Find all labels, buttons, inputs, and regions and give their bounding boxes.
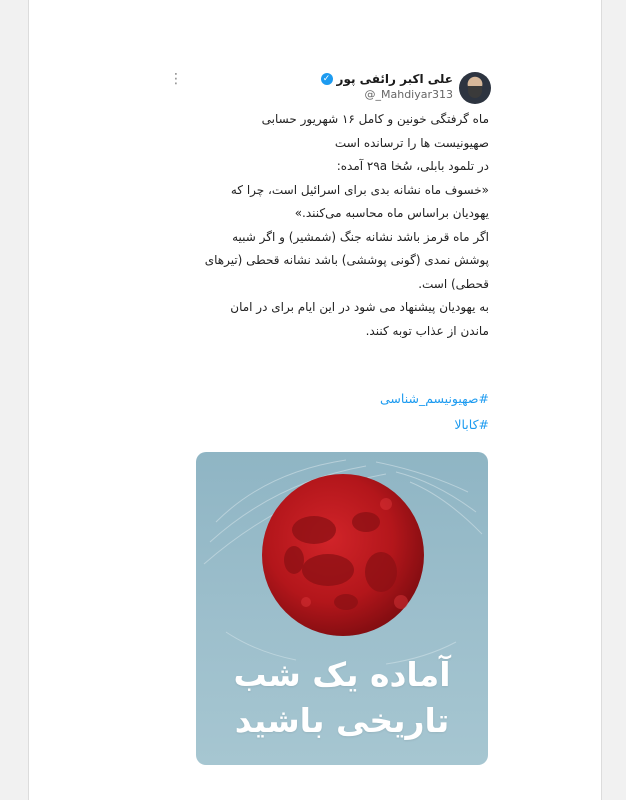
tweet-header [159,62,497,104]
tweet-line: قحطی) است. [418,276,489,291]
tweet-line: ماندن از عذاب توبه کنند. [365,323,489,338]
verified-badge-icon: ✓ [321,73,333,85]
tweet-line: صهیونیست ها را ترسانده است [334,135,489,150]
image-caption [196,652,488,744]
avatar-portrait [468,86,482,98]
avatar[interactable] [459,72,491,104]
tweet-card[interactable] [159,62,497,800]
page-background [28,0,602,800]
tweet-line: در تلمود بابلی، سُخا ۲۹a آمده: [336,159,489,173]
blood-moon-illustration [196,452,488,672]
hashtag-link[interactable]: #صهیونیسم_شناسی [380,391,489,406]
caption-line: آماده یک شب [233,655,451,694]
hashtag-link[interactable]: #کابالا [454,417,489,432]
tweet-line: به یهودیان پیشنهاد می شود در این ایام برای در امان [230,300,489,314]
hashtag-list [380,386,489,438]
tweet-line: ماه گرفتگی خونین و کامل ۱۶ شهریور حسابی [261,112,489,126]
tweet-line: «خسوف ماه نشانه بدی برای اسرائیل است، چرا که [230,182,489,197]
tweet-image[interactable] [196,452,488,765]
tweet-text [171,108,489,343]
tweet-line: اگر ماه قرمز باشد نشانه جنگ (شمشیر) و اگر شبیه [232,229,489,244]
author-name[interactable]: علی اکبر رائفی پور [336,72,453,86]
tweet-line: یهودیان براساس ماه محاسبه می‌کنند.» [294,206,489,220]
caption-line: تاریخی باشید [234,701,450,740]
author-handle[interactable]: @_Mahdiyar313 [364,88,453,101]
tweet-line: پوشش نمدی (گونی پوششی) باشد نشانه قحطی (تیرهای [204,253,489,267]
author-name-row[interactable] [321,72,453,86]
more-vertical-icon[interactable]: ⋮ [169,71,183,87]
